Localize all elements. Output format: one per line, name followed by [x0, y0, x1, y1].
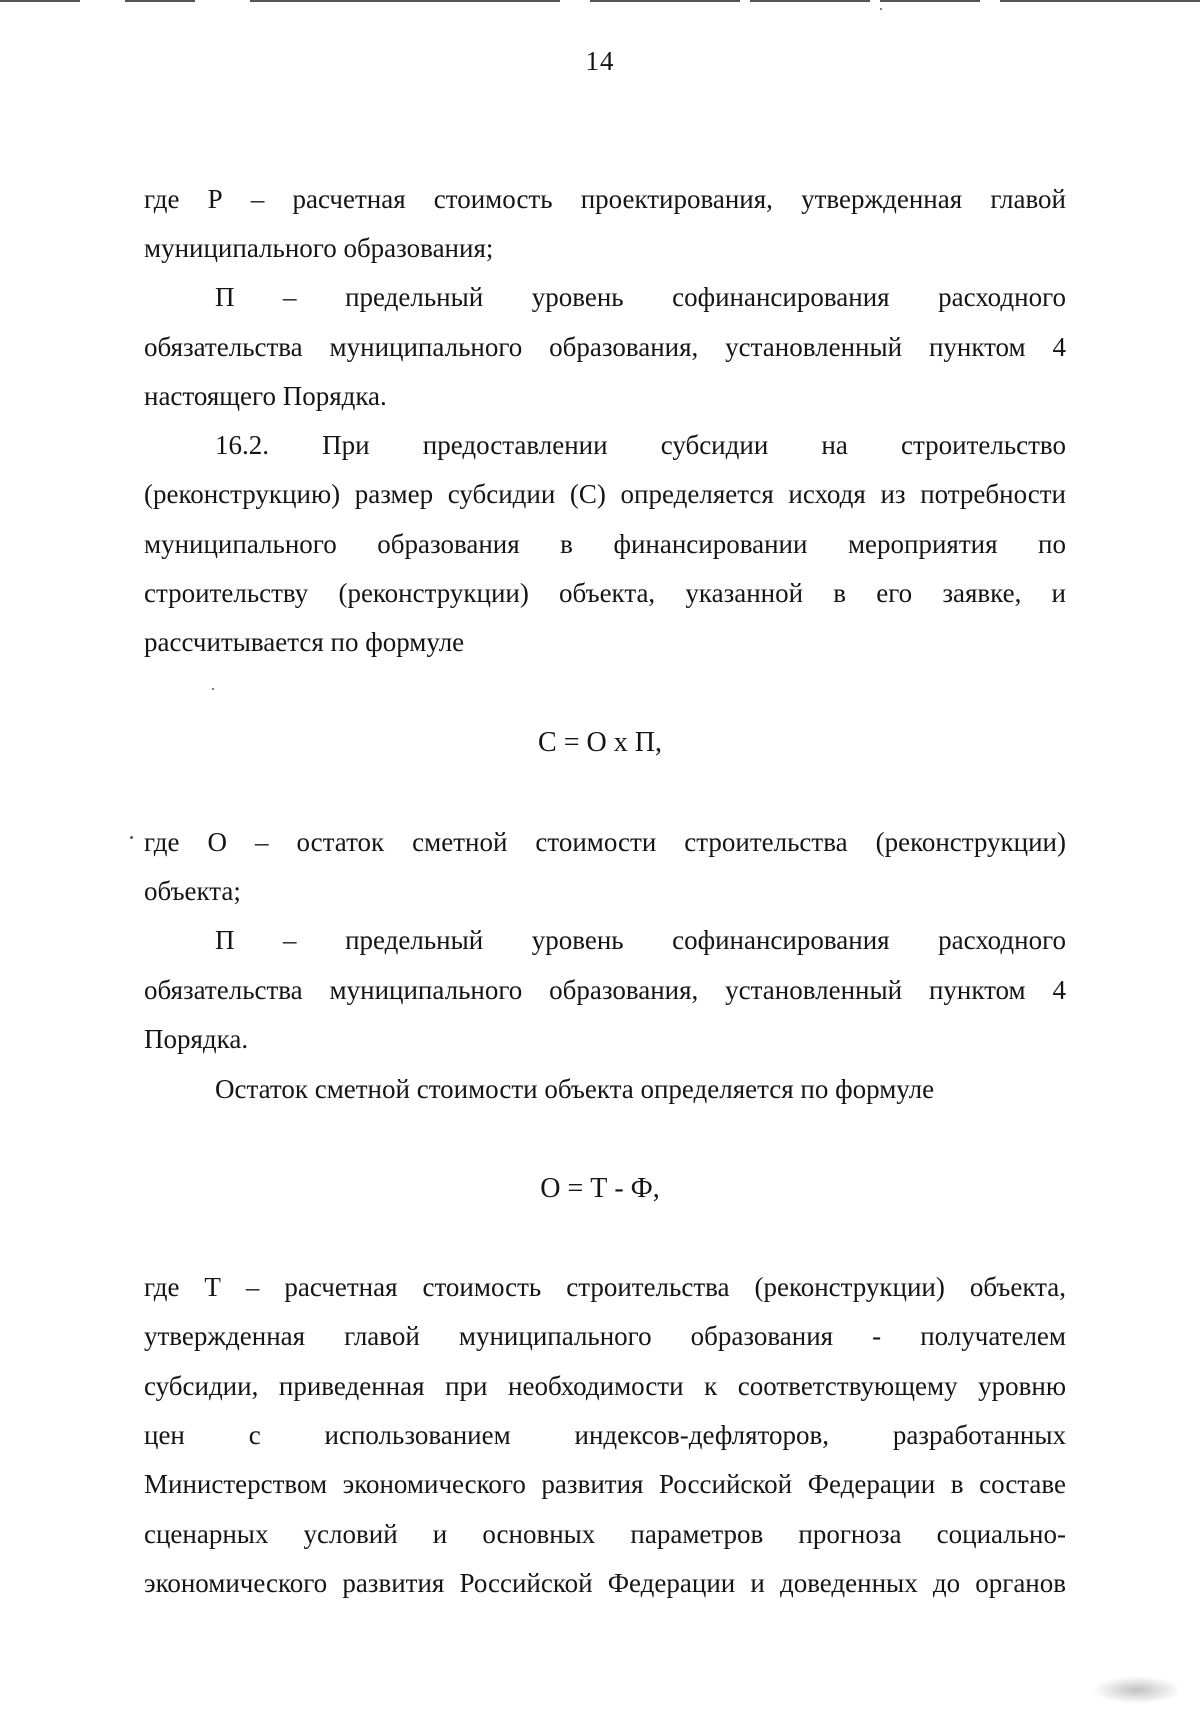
scan-edge-line	[0, 0, 80, 2]
scan-speck	[212, 688, 214, 690]
text-line: где Р – расчетная стоимость проектирования, утвержденная главой	[144, 184, 1066, 214]
text-line: настоящего Порядка.	[144, 381, 387, 411]
text-line: объекта;	[144, 876, 241, 906]
scan-speck	[880, 8, 882, 10]
text-line: Остаток сметной стоимости объекта определяется по формуле	[215, 1074, 935, 1104]
text-line: П – предельный уровень софинансирования расходного	[215, 925, 1066, 955]
text-line: утвержденная главой муниципального образования - получателем	[144, 1321, 1066, 1351]
text-line: Порядка.	[144, 1024, 249, 1054]
formula: С = О х П,	[538, 727, 662, 758]
text-line: обязательства муниципального образования, установленный пунктом 4	[144, 332, 1066, 362]
text-line: цен с использованием индексов-дефляторов, разработанных	[144, 1420, 1066, 1450]
scan-edge-line	[125, 0, 195, 2]
scan-speck	[130, 836, 133, 839]
text-line: 16.2. При предоставлении субсидии на строительство	[215, 430, 1066, 460]
text-line: строительству (реконструкции) объекта, указанной в его заявке, и	[144, 578, 1066, 608]
text-line: рассчитывается по формуле	[144, 627, 465, 657]
scan-edge-line	[750, 0, 870, 2]
text-line: Министерством экономического развития Российской Федерации в составе	[144, 1469, 1066, 1499]
text-line: обязательства муниципального образования, установленный пунктом 4	[144, 975, 1066, 1005]
text-line: где О – остаток сметной стоимости строительства (реконструкции)	[144, 827, 1066, 857]
scan-smudge	[1092, 1676, 1182, 1704]
text-line: (реконструкцию) размер субсидии (С) определяется исходя из потребности	[144, 479, 1066, 509]
scan-edge-line	[250, 0, 560, 2]
text-line: экономического развития Российской Федерации и доведенных до органов	[144, 1568, 1066, 1598]
text-line: П – предельный уровень софинансирования расходного	[215, 282, 1066, 312]
page-number: 14	[585, 46, 615, 76]
text-line: субсидии, приведенная при необходимости к соответствующему уровню	[144, 1371, 1066, 1401]
scan-edge-line	[1000, 0, 1200, 2]
text-line: сценарных условий и основных параметров прогноза социально-	[144, 1519, 1066, 1549]
formula: О = Т - Ф,	[540, 1173, 660, 1204]
text-line: где Т – расчетная стоимость строительства (реконструкции) объекта,	[144, 1272, 1066, 1302]
text-line: муниципального образования в финансировании мероприятия по	[144, 529, 1066, 559]
text-line: муниципального образования;	[144, 233, 494, 263]
scan-edge-line	[880, 0, 980, 2]
scan-edge-line	[590, 0, 740, 2]
